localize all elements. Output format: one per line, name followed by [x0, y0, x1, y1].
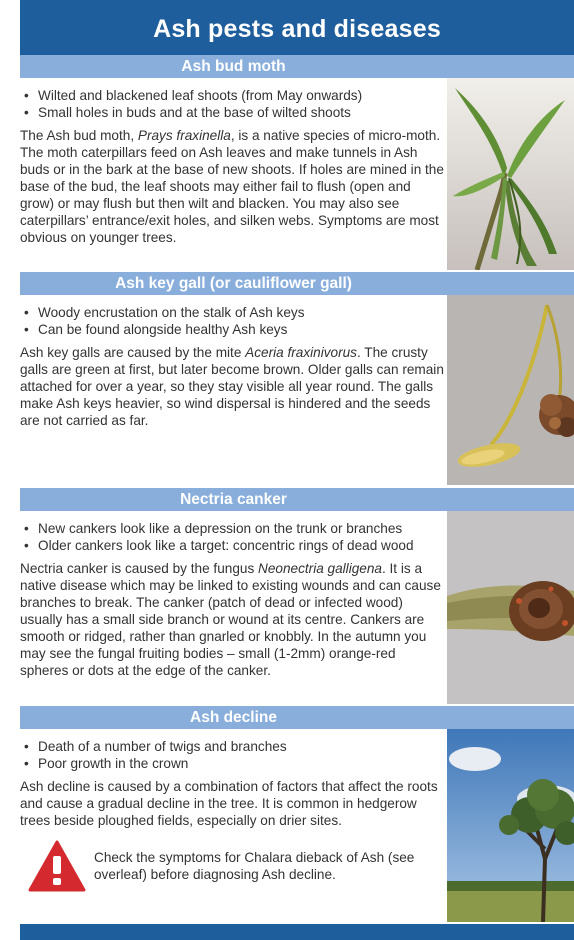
- list-item: • Poor growth in the crown: [20, 755, 446, 772]
- description-text: . It is a native disease which may be linked to existing wounds and can cause branches to break. The canker (patch of dead or infected wood) usually has a small side branch or wound at its centre. Cankers are smooth or ridged, rather than gnarled or knobbly. In the autumn you may see the fungal fruiting bodies – small (1-2mm) orange-red spheres or dots at the edge of the canker.: [20, 561, 441, 678]
- description-text: Nectria canker is caused by the fungus: [20, 561, 259, 576]
- section-content-ash-decline: [20, 738, 446, 829]
- nectria-canker-image: [447, 511, 574, 704]
- symptom-list: [20, 520, 446, 554]
- description: [20, 344, 446, 429]
- symptom-list: [20, 738, 446, 772]
- ash-tree-photo: [447, 729, 574, 922]
- ash-shoot-photo: [447, 78, 574, 270]
- description-text: The Ash bud moth,: [20, 128, 138, 143]
- list-item: • Wilted and blackened leaf shoots (from May onwards): [20, 87, 446, 104]
- ash-shoot-image: [447, 78, 574, 270]
- ash-tree-image: [447, 729, 574, 922]
- section-content-ash-key-gall: [20, 304, 446, 429]
- section-heading: Ash bud moth: [181, 58, 286, 75]
- list-item: • Small holes in buds and at the base of wilted shoots: [20, 104, 446, 121]
- symptom-list: [20, 304, 446, 338]
- list-item: • Death of a number of twigs and branches: [20, 738, 446, 755]
- symptom-list: [20, 87, 446, 121]
- section-heading: Ash decline: [190, 709, 277, 726]
- list-item: • New cankers look like a depression on the trunk or branches: [20, 520, 446, 537]
- description: [20, 560, 446, 679]
- species-name: Aceria fraxinivorus: [245, 345, 357, 360]
- description-text: , is a native species of micro-moth. The moth caterpillars feed on Ash leaves and make tunnels in Ash buds or in the bark at the base of new shoots. If holes are mined in the base of the bud, the leaf shoots may either fail to flush (open and grow) or may flush but then wilt and blacken. You may also see caterpillars’ entrance/exit holes, and silken webs. Symptoms are most obvious on younger trees.: [20, 128, 444, 245]
- section-header-nectria-canker: [20, 488, 574, 511]
- footer-bar: [20, 924, 574, 940]
- warning-text: Check the symptoms for Chalara dieback of Ash (see overleaf) before diagnosing Ash decline.: [94, 850, 415, 882]
- section-content-nectria-canker: [20, 520, 446, 679]
- warning-triangle-icon: [28, 840, 86, 892]
- description: [20, 127, 446, 246]
- section-header-ash-key-gall: [20, 272, 574, 295]
- species-name: Prays fraxinella: [137, 128, 231, 143]
- page-title: Ash pests and diseases: [153, 15, 441, 43]
- list-item: • Can be found alongside healthy Ash keys: [20, 321, 446, 338]
- section-content-ash-bud-moth: [20, 87, 446, 246]
- species-name: Neonectria galligena: [258, 561, 382, 576]
- section-heading: Nectria canker: [180, 491, 287, 508]
- nectria-canker-photo: [447, 511, 574, 704]
- description-text: . The crusty galls are green at first, but later become brown. Older galls can remain attached for over a year, so they stay visible all year round. The galls make Ash keys heavier, so wind dispersal is hindered and the seeds are not carried as far.: [20, 345, 444, 428]
- description: [20, 778, 446, 829]
- section-header-ash-decline: [20, 706, 574, 729]
- description-text: Ash key galls are caused by the mite: [20, 345, 246, 360]
- section-heading: Ash key gall (or cauliflower gall): [115, 275, 352, 292]
- section-header-ash-bud-moth: [20, 55, 574, 78]
- list-item: • Older cankers look like a target: concentric rings of dead wood: [20, 537, 446, 554]
- ash-key-gall-photo: [447, 295, 574, 485]
- ash-key-gall-image: [447, 295, 574, 485]
- list-item: • Woody encrustation on the stalk of Ash keys: [20, 304, 446, 321]
- description-text: Ash decline is caused by a combination of factors that affect the roots and cause a gradual decline in the tree. It is common in hedgerow trees beside ploughed fields, especially on drier sites.: [20, 779, 438, 828]
